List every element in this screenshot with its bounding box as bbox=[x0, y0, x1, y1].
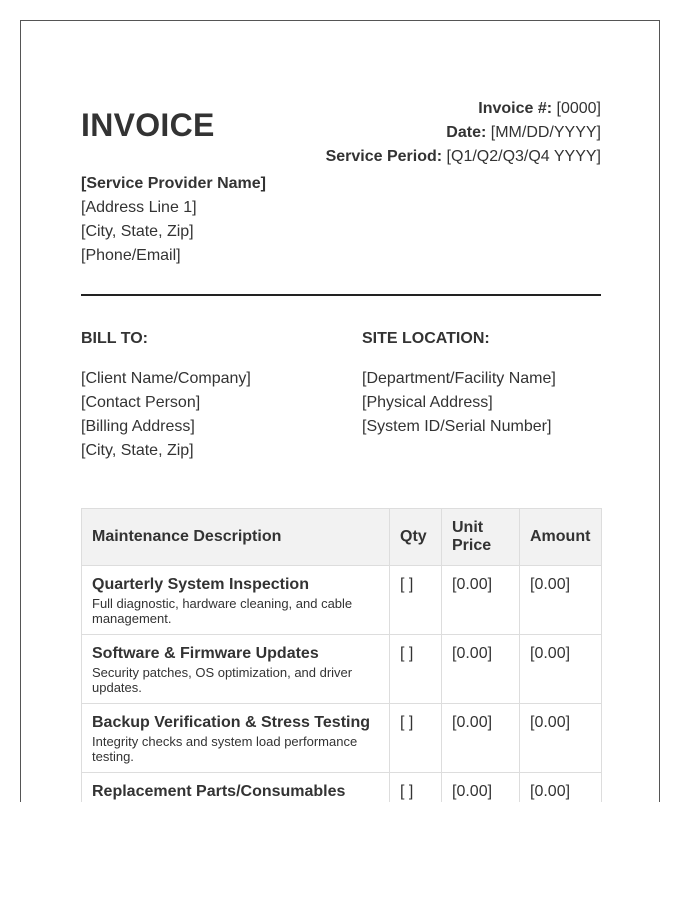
site-location-heading: SITE LOCATION: bbox=[362, 330, 490, 347]
amount-cell: [0.00] bbox=[520, 773, 602, 803]
invoice-title: INVOICE bbox=[81, 107, 215, 143]
qty-cell: [ ] bbox=[390, 635, 442, 704]
description-cell bbox=[82, 566, 390, 635]
item-title: Replacement Parts/Consumables bbox=[92, 783, 346, 800]
invoice-date-label: Date: bbox=[446, 124, 487, 141]
site-location-block bbox=[362, 327, 556, 439]
line-items-table bbox=[81, 508, 602, 802]
provider-city: [City, State, Zip] bbox=[81, 223, 194, 240]
site-location-line: [Physical Address] bbox=[362, 394, 493, 411]
invoice-date-line bbox=[326, 121, 601, 145]
provider-contact: [Phone/Email] bbox=[81, 247, 181, 264]
invoice-number-line bbox=[326, 97, 601, 121]
bill-to-line: [Contact Person] bbox=[81, 394, 201, 411]
line-items-table-wrapper bbox=[81, 508, 601, 802]
invoice-meta bbox=[326, 97, 601, 169]
qty-cell: [ ] bbox=[390, 773, 442, 803]
item-description: Security patches, OS optimization, and driver updates. bbox=[92, 665, 353, 695]
table-row bbox=[82, 566, 602, 635]
description-cell bbox=[82, 704, 390, 773]
column-header-amount: Amount bbox=[520, 509, 602, 566]
site-location-line: [System ID/Serial Number] bbox=[362, 418, 552, 435]
column-header-description: Maintenance Description bbox=[82, 509, 390, 566]
service-period-value: [Q1/Q2/Q3/Q4 YYYY] bbox=[446, 148, 601, 165]
unit-price-cell: [0.00] bbox=[442, 773, 520, 803]
item-description: Integrity checks and system load performance testing. bbox=[92, 734, 358, 764]
table-row bbox=[82, 635, 602, 704]
unit-price-cell: [0.00] bbox=[442, 704, 520, 773]
header-divider bbox=[81, 294, 601, 296]
bill-to-heading: BILL TO: bbox=[81, 330, 148, 347]
item-title: Quarterly System Inspection bbox=[92, 576, 309, 593]
invoice-page bbox=[20, 20, 660, 802]
invoice-number-value: [0000] bbox=[556, 100, 601, 117]
service-period-line bbox=[326, 145, 601, 169]
provider-address: [Address Line 1] bbox=[81, 199, 197, 216]
service-period-label: Service Period: bbox=[325, 148, 443, 165]
bill-to-line: [Billing Address] bbox=[81, 418, 195, 435]
invoice-date-value: [MM/DD/YYYY] bbox=[490, 124, 601, 141]
column-header-unit-price: Unit Price bbox=[442, 509, 520, 566]
item-title: Backup Verification & Stress Testing bbox=[92, 714, 371, 731]
provider-block bbox=[81, 172, 266, 268]
item-title: Software & Firmware Updates bbox=[92, 645, 319, 662]
description-cell bbox=[82, 773, 390, 803]
table-header-row bbox=[82, 509, 602, 566]
bill-to-line: [Client Name/Company] bbox=[81, 370, 251, 387]
table-row bbox=[82, 704, 602, 773]
amount-cell: [0.00] bbox=[520, 704, 602, 773]
bill-to-block bbox=[81, 327, 251, 463]
description-cell bbox=[82, 635, 390, 704]
table-row bbox=[82, 773, 602, 803]
provider-name: [Service Provider Name] bbox=[81, 175, 266, 192]
site-location-line: [Department/Facility Name] bbox=[362, 370, 556, 387]
qty-cell: [ ] bbox=[390, 566, 442, 635]
column-header-qty: Qty bbox=[390, 509, 442, 566]
bill-to-line: [City, State, Zip] bbox=[81, 442, 194, 459]
amount-cell: [0.00] bbox=[520, 566, 602, 635]
unit-price-cell: [0.00] bbox=[442, 566, 520, 635]
qty-cell: [ ] bbox=[390, 704, 442, 773]
amount-cell: [0.00] bbox=[520, 635, 602, 704]
unit-price-cell: [0.00] bbox=[442, 635, 520, 704]
item-description: Full diagnostic, hardware cleaning, and cable management. bbox=[92, 596, 353, 626]
invoice-number-label: Invoice #: bbox=[478, 100, 553, 117]
